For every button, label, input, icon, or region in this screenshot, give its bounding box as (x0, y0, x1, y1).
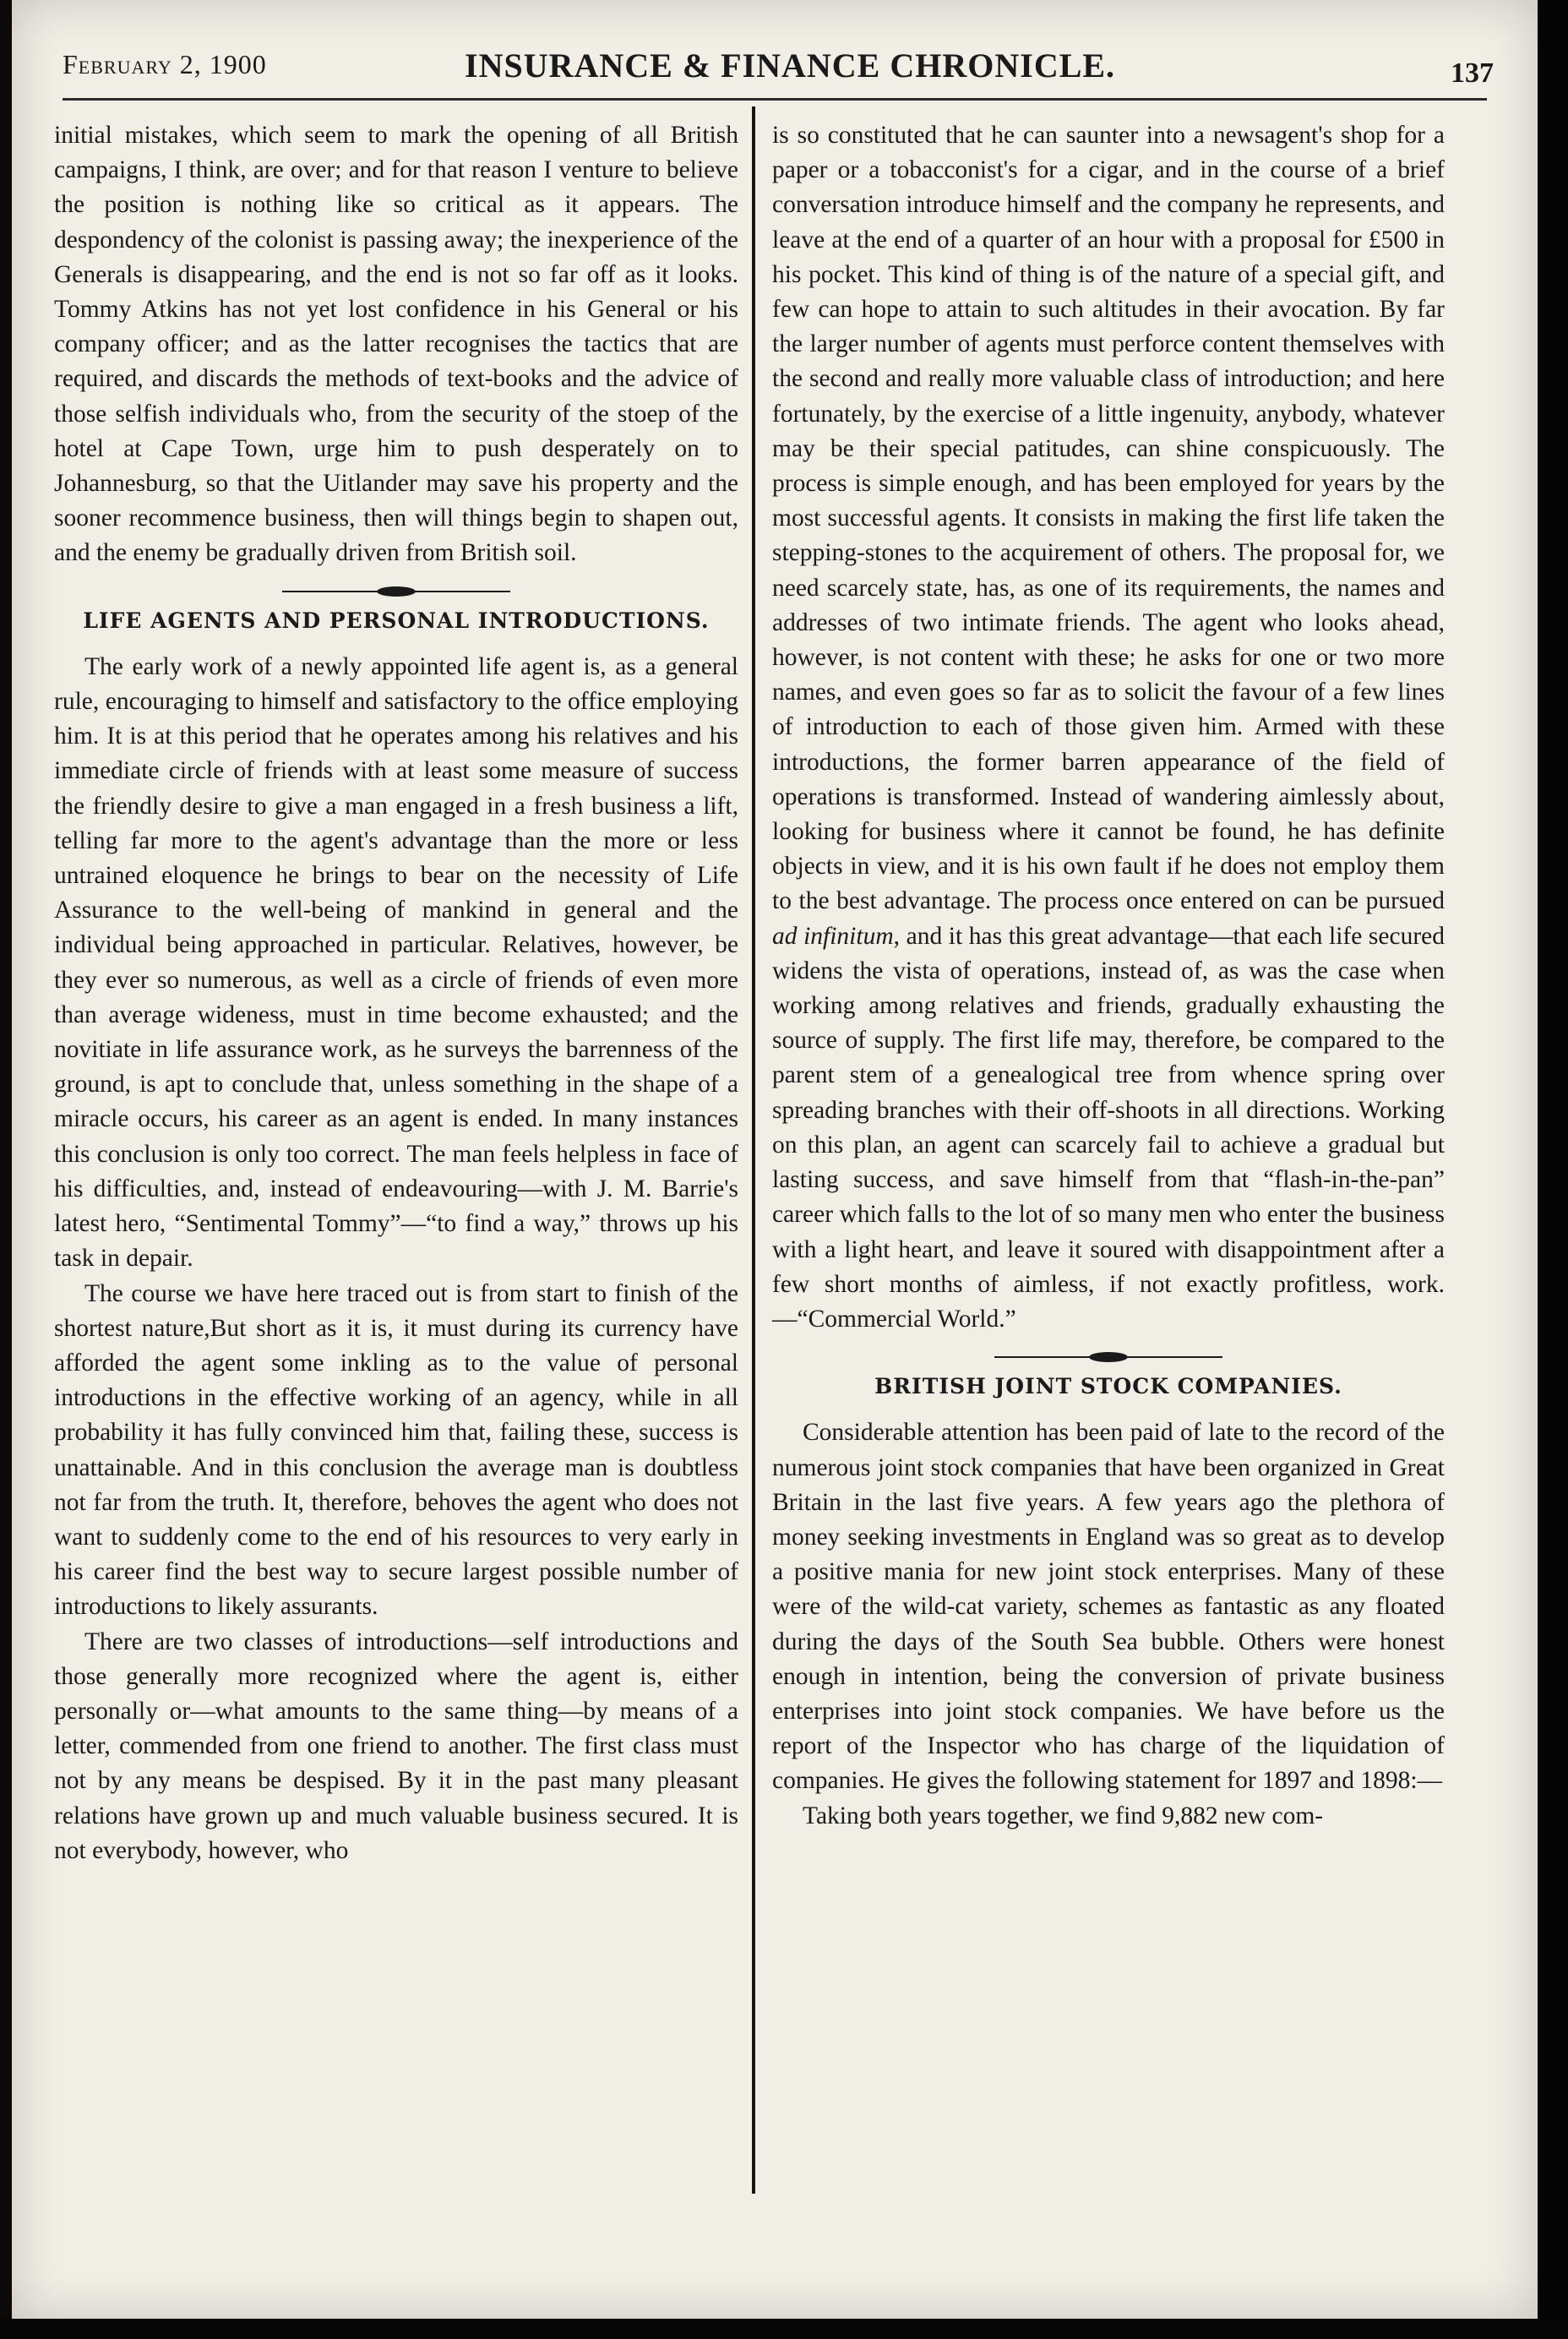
issue-date: February 2, 1900 (63, 49, 267, 79)
article-paragraph: Taking both years together, we find 9,882 new com- (803, 1802, 1324, 1829)
article-paragraph: Considerable attention has been paid of late to the record of the numerous joint stock companies that have been organized in Great Britain in the last five years. A few years ago the plethora of money seeking investments in England was so great as to develop a positive mania for new joint stock enterprises. Many of these were of the wild-cat variety, schemes as fantastic as any floated during the days of the South Sea bubble. Others were honest enough in intention, being the conversion of private business enterprises into joint stock companies. We have before us the report of the Inspector who has charge of the liquidation of companies. He gives the following statement for 1897 and 1898:— (772, 1419, 1445, 1795)
scan-border-right (1538, 0, 1568, 2339)
section-ornament (54, 575, 738, 598)
paragraph-text: , and it has this great advantage—that each life secured widens the vista of operations, instead of, as was the case when working among relatives and friends, gradually exhausting the source of supply. The first life may, therefore, be compared to the parent stem of a genealogical tree from whence spring over spreading branches with their off-shoots in all directions. Working on this plan, an agent can scarcely fail to achieve a gradual but lasting success, and save himself from that “flash-in-the-pan” career which falls to the lot of so many men who enter the business with a light heart, and leave it soured with disappointment after a few short months of aimless, if not exactly profitless, work.—“Commercial World.” (772, 922, 1445, 1333)
header-rule (63, 98, 1487, 101)
scan-border-bottom (0, 2319, 1568, 2339)
article-paragraph: There are two classes of introductions—self introductions and those generally more recognized where the agent is, either personally or—what amounts to the same thing—by means of a letter, commended from one friend to another. The first class must not by any means be despised. By it in the past many pleasant relations have grown up and much valuable business secured. It is not everybody, however, who (54, 1627, 738, 1864)
publication-title: INSURANCE & FINANCE CHRONICLE. (465, 46, 1116, 85)
article-paragraph: The early work of a newly appointed life agent is, as a general rule, encouraging to himself and satisfactory to the office employing him. It is at this period that he operates among his relatives and his immediate circle of friends with at least some measure of success the friendly desire to give a man engaged in a fresh business a lift, telling far more to the agent's advantage than the more or less untrained eloquence he brings to bear on the necessity of Life Assurance to the well-being of mankind in general and the individual being approached in particular. Relatives, however, be they ever so numerous, as well as a circle of friends of even more than average wideness, must in time become exhausted; and the novitiate in life assurance work, as he surveys the barrenness of the ground, is apt to conclude that, unless something in the shape of a miracle occurs, his career as an agent is ended. In many instances this conclusion is only too correct. The man feels helpless in face of his difficulties, and, instead of endeavouring—with J. M. Barrie's latest hero, “Sentimental Tommy”—“to find a way,” throws up his task in depair. (54, 652, 738, 1273)
italic-phrase: ad infinitum (772, 922, 894, 950)
article-continuation: initial mistakes, which seem to mark the opening of all British campaigns, I think, are over; and for that reason I venture to believe the position is nothing like so critical as it appears. The despondency of the colonist is passing away; the inexperience of the Generals is disappearing, and the end is not so far off as it looks. Tommy Atkins has not yet lost confidence in his General or his company officer; and as the latter recognises the tactics that are required, and discards the methods of text-books and the advice of those selfish individuals who, from the security of the stoep of the hotel at Cape Town, urge him to push desperately on to Johannesburg, so that the Uitlander may save his property and the sooner recommence business, then will things begin to shapen out, and the enemy be gradually driven from British soil. (54, 122, 738, 567)
section-heading-joint-stock: BRITISH JOINT STOCK COMPANIES. (874, 1374, 1342, 1399)
section-ornament (772, 1340, 1445, 1364)
newspaper-page (12, 0, 1538, 2319)
article-paragraph: The course we have here traced out is from start to finish of the shortest nature,But short as it is, it must during its currency have afforded the agent some inkling as to the value of personal introductions in the effective working of an agency, while in all probability it has fully convinced him that, failing these, success is unattainable. And in this conclusion the average man is doubtless not far from the truth. It, therefore, behoves the agent who does not want to suddenly come to the end of his resources to very early in his career find the best way to secure largest possible number of introductions to likely assurants. (54, 1279, 738, 1621)
left-column (54, 118, 738, 1868)
article-paragraph (772, 118, 1445, 1337)
column-divider (752, 106, 755, 2194)
page-header (59, 42, 1500, 93)
section-heading-life-agents: LIFE AGENTS AND PERSONAL INTRODUCTIONS. (83, 608, 710, 633)
paragraph-text: is so constituted that he can saunter into a newsagent's shop for a paper or a tobacconist's for a cigar, and in the course of a brief conversation introduce himself and the company he represents, and leave at the end of a quarter of an hour with a proposal for £500 in his pocket. This kind of thing is of the nature of a special gift, and few can hope to attain to such altitudes in their avocation. By far the larger number of agents must perforce content themselves with the second and really more valuable class of introduction; and here fortunately, by the exercise of a little ingenuity, anybody, whatever may be their special patitudes, can shine conspicuously. The process is simple enough, and has been employed for years by the most successful agents. It consists in making the first life taken the stepping-stones to the acquirement of others. The proposal for, we need scarcely state, has, as one of its requirements, the names and addresses of two intimate friends. The agent who looks ahead, however, is not content with these; he asks for one or two more names, and even goes so far as to solicit the favour of a few lines of introduction to each of those given him. Armed with these introductions, the former barren appearance of the field of operations is transformed. Instead of wandering aimlessly about, looking for business where it cannot be found, he has definite objects in view, and it is his own fault if he does not employ them to the best advantage. The process once entered on can be pursued (772, 122, 1445, 915)
page-number: 137 (1451, 57, 1494, 89)
right-column (772, 118, 1445, 1834)
